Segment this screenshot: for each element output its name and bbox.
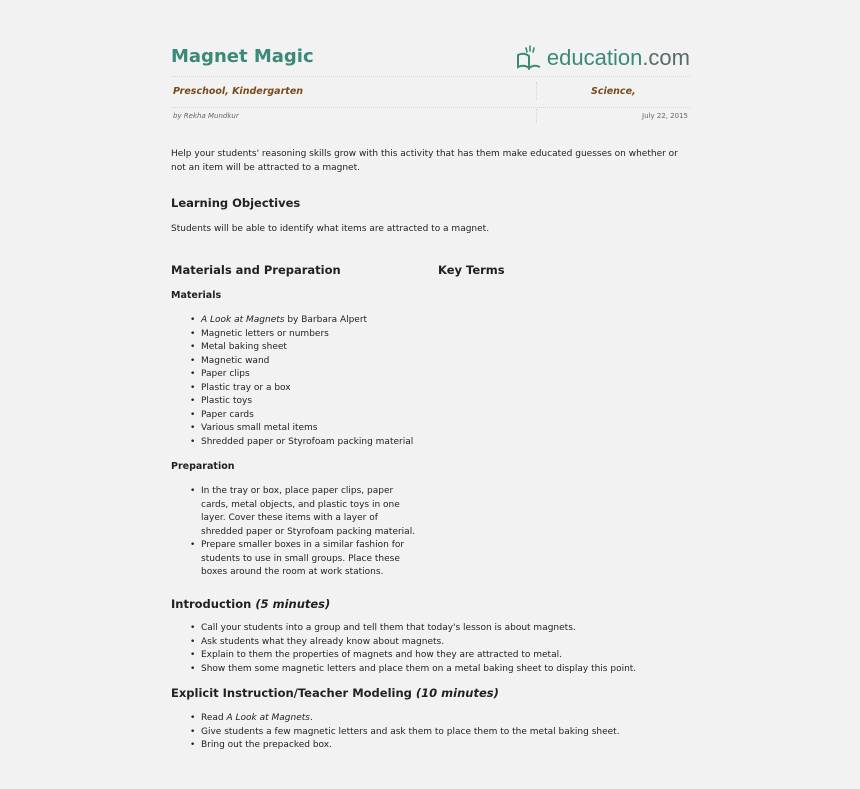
read-suffix: . (309, 713, 313, 723)
document-title: Magnet Magic (171, 46, 314, 67)
list-item: • Bring out the prepacked box. (171, 739, 690, 751)
list-item (171, 712, 690, 726)
list-item: • Paper cards (171, 409, 471, 423)
preparation-list (171, 485, 421, 580)
introduction-heading (171, 597, 330, 611)
education-com-logo[interactable] (515, 44, 690, 72)
grade-level: Preschool, Kindergarten (173, 86, 304, 97)
list-item: • Plastic toys (171, 395, 471, 409)
book-author: by Barbara Alpert (284, 315, 368, 325)
header-column-divider (536, 82, 537, 100)
list-item: • Call your students into a group and tell them that today's lesson is about magnets. (171, 622, 690, 636)
materials-list (171, 314, 471, 449)
list-item: • Various small metal items (171, 422, 471, 436)
explicit-instruction-duration: (10 minutes) (415, 686, 499, 700)
key-terms-heading: Key Terms (438, 263, 505, 277)
logo-suffix: .com (642, 45, 690, 70)
list-item: • Paper clips (171, 368, 471, 382)
subject-label: Science, (591, 86, 636, 97)
list-item: • Explain to them the properties of magnets and how they are attracted to metal. (171, 649, 690, 663)
materials-preparation-heading: Materials and Preparation (171, 263, 341, 277)
list-item: • Metal baking sheet (171, 341, 471, 355)
logo-text: education (546, 45, 643, 70)
read-prefix: Read (201, 713, 227, 723)
list-item: • Plastic tray or a box (171, 382, 471, 396)
read-book-title: A Look at Magnets (226, 713, 310, 723)
author-byline: by Rekha Mundkur (173, 112, 239, 120)
book-title: A Look at Magnets (201, 315, 285, 325)
materials-heading: Materials (171, 290, 222, 301)
introduction-list (171, 622, 690, 676)
intro-paragraph: Help your students' reasoning skills grow with this activity that has them make educated guesses on whether or not an item will be attracted to a magnet. (171, 149, 678, 173)
explicit-instruction-list (171, 712, 690, 751)
list-item: • Show them some magnetic letters and place them on a metal baking sheet to display this point. (171, 663, 690, 677)
list-item: • Shredded paper or Styrofoam packing material (171, 436, 471, 450)
preparation-heading: Preparation (171, 461, 235, 472)
introduction-title: Introduction (171, 597, 252, 611)
learning-objectives-text: Students will be able to identify what items are attracted to a magnet. (171, 224, 490, 234)
list-item: • Prepare smaller boxes in a similar fashion for students to use in small groups. Place these boxes around the room at work stations. (171, 539, 421, 580)
list-item (171, 314, 471, 328)
explicit-instruction-heading (171, 686, 499, 700)
book-icon (515, 45, 545, 71)
publish-date: July 22, 2015 (642, 112, 688, 120)
list-item: • Magnetic letters or numbers (171, 328, 471, 342)
meta-column-divider (536, 109, 537, 123)
header-divider (171, 76, 690, 77)
list-item: • Ask students what they already know about magnets. (171, 636, 690, 650)
explicit-instruction-title: Explicit Instruction/Teacher Modeling (171, 686, 412, 700)
list-item: • Give students a few magnetic letters and ask them to place them to the metal baking sheet. (171, 726, 690, 740)
meta-divider (171, 107, 690, 108)
learning-objectives-heading: Learning Objectives (171, 196, 301, 210)
lesson-plan-document (171, 36, 690, 751)
list-item: • Magnetic wand (171, 355, 471, 369)
introduction-duration: (5 minutes) (255, 597, 331, 611)
list-item: • In the tray or box, place paper clips, paper cards, metal objects, and plastic toys in one layer. Cover these items with a layer of shredded paper or Styrofoam packing material. (171, 485, 421, 539)
